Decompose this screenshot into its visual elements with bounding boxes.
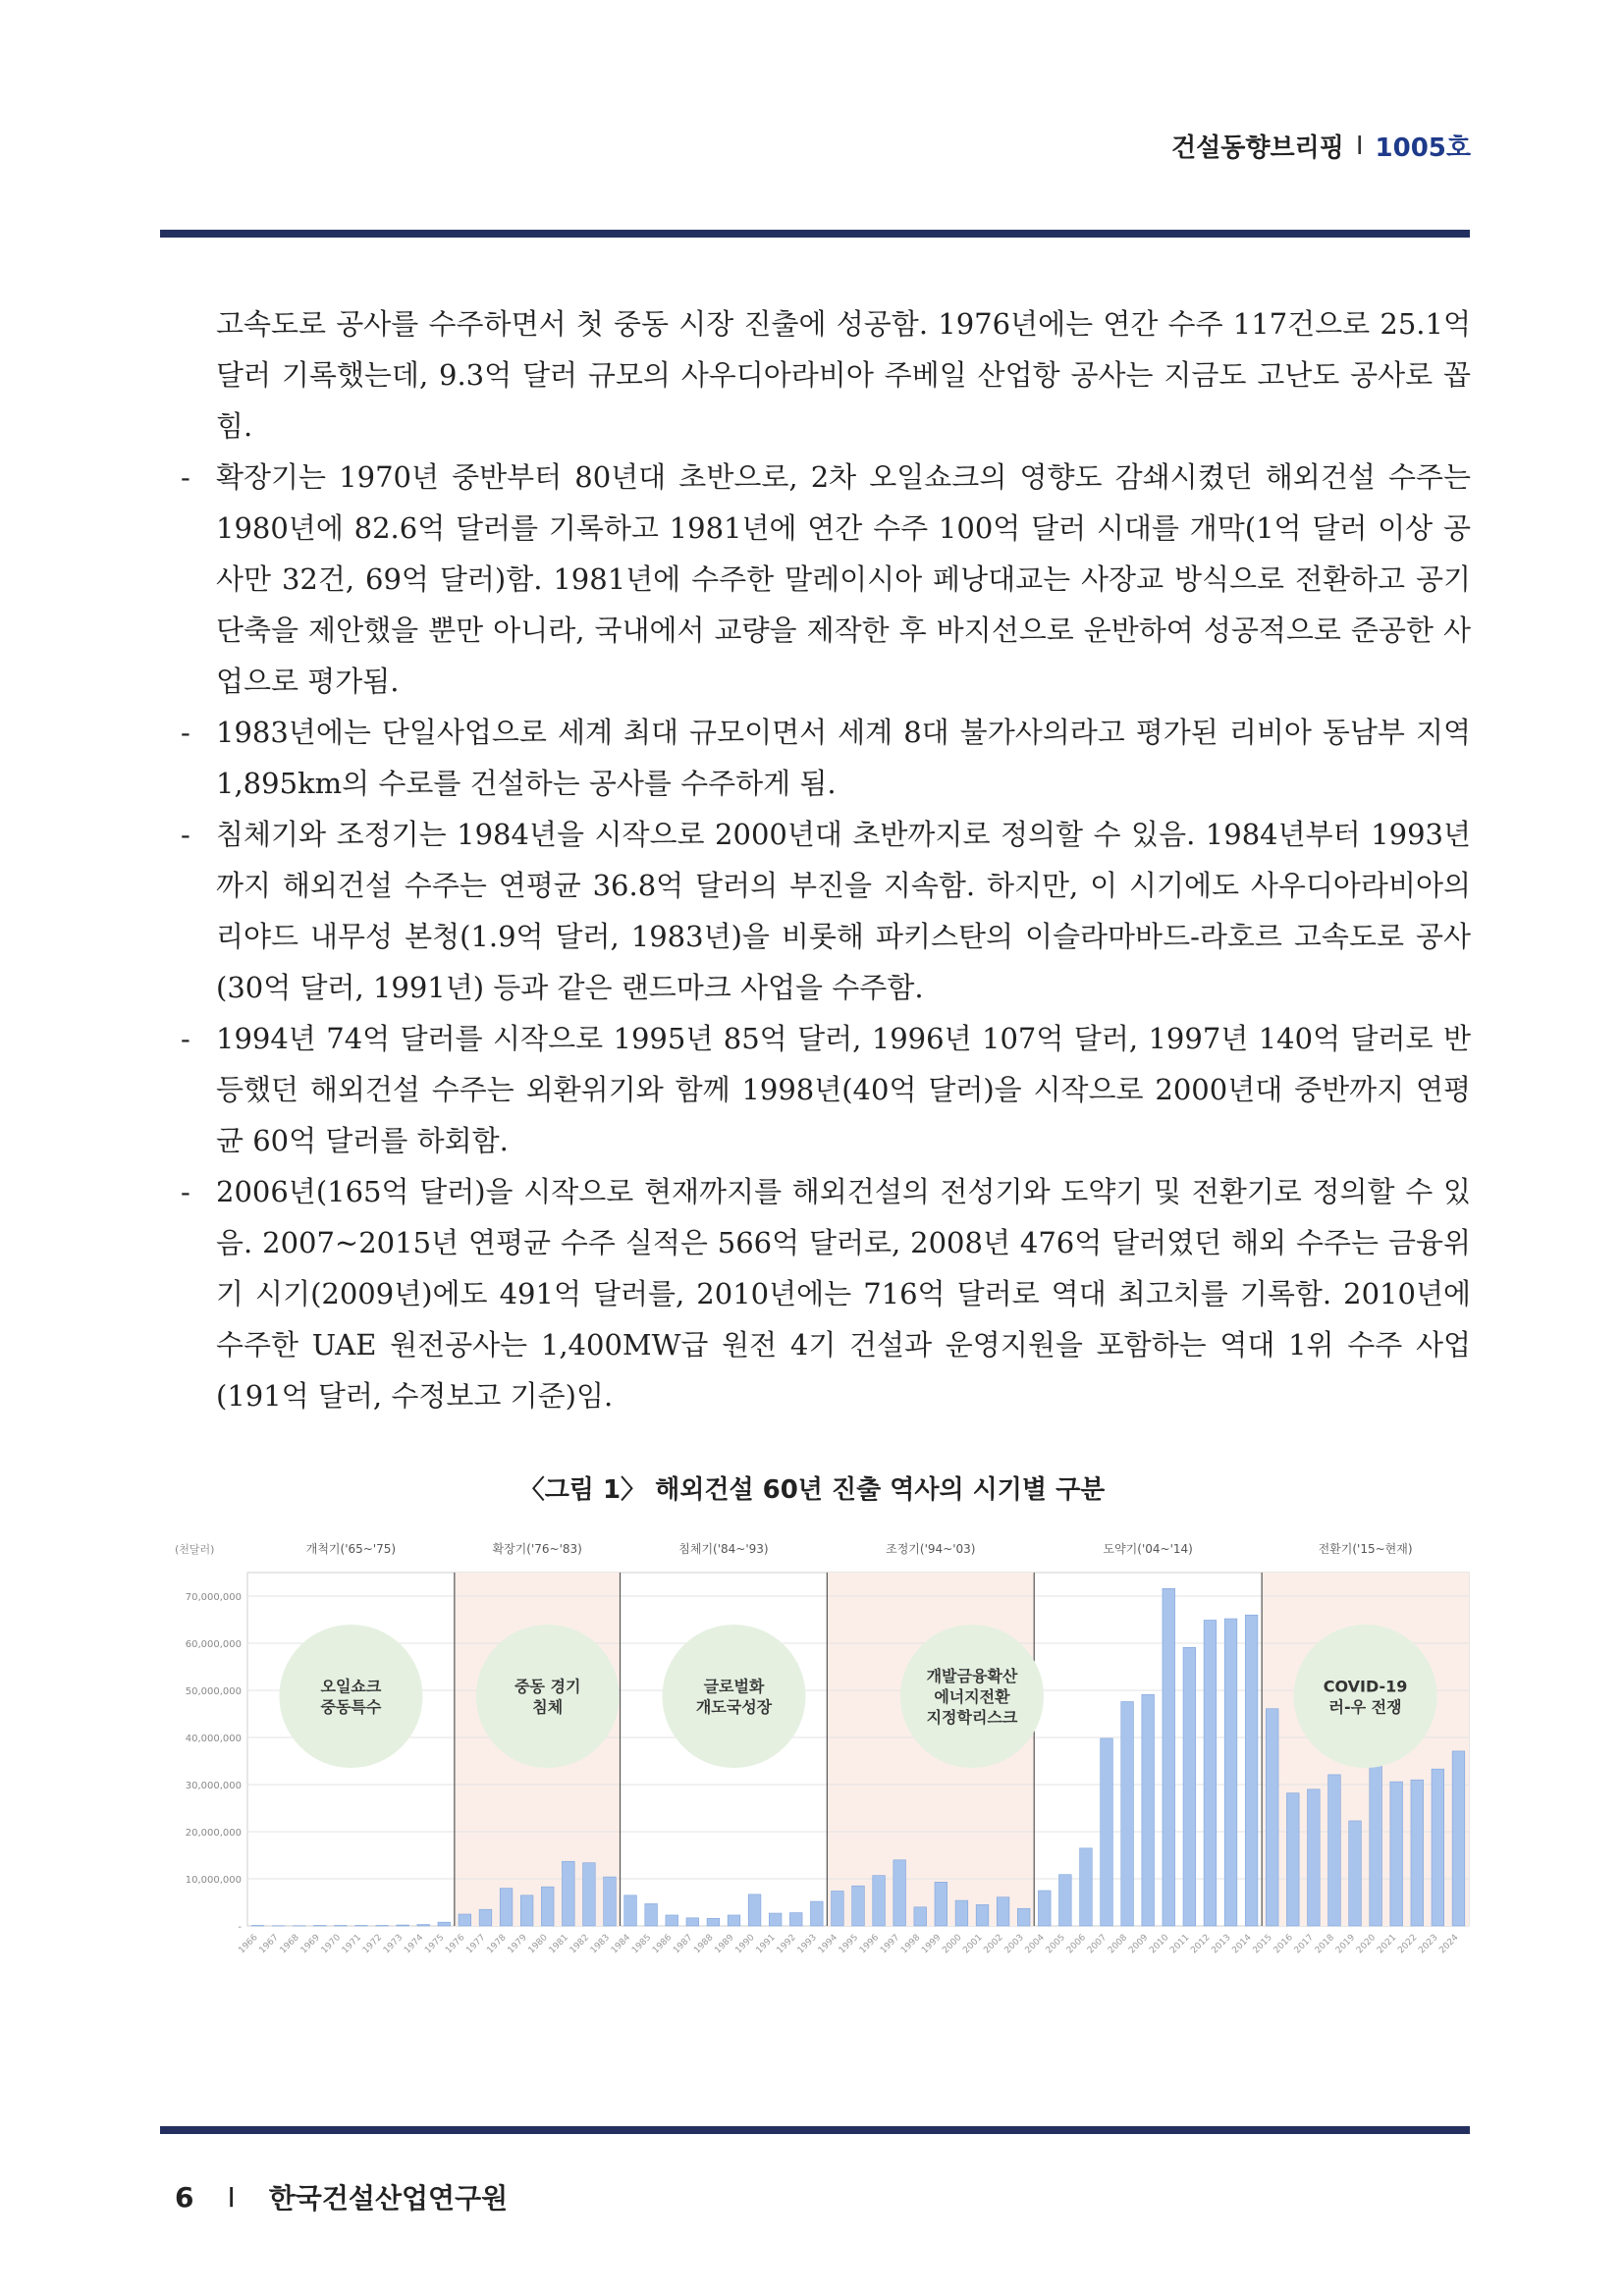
bar bbox=[789, 1913, 802, 1926]
bar bbox=[832, 1891, 844, 1926]
body-text bbox=[175, 298, 1471, 1421]
x-tick-label: 2008 bbox=[1106, 1933, 1130, 1956]
x-tick-label: 1988 bbox=[692, 1933, 716, 1956]
x-tick-label: 2004 bbox=[1023, 1933, 1047, 1956]
bar bbox=[1411, 1780, 1424, 1926]
bubble-label: 오일쇼크 중동특수 bbox=[320, 1677, 382, 1717]
x-tick-label: 1990 bbox=[733, 1933, 757, 1956]
period-label: 전환기('15~현재) bbox=[1318, 1542, 1413, 1556]
x-tick-label: 1966 bbox=[237, 1933, 260, 1956]
bar bbox=[645, 1903, 658, 1926]
issue-number: 1005호 bbox=[1375, 133, 1471, 163]
bar bbox=[811, 1901, 824, 1926]
x-tick-label: 1980 bbox=[526, 1933, 550, 1956]
bar bbox=[1038, 1891, 1051, 1926]
x-tick-label: 1993 bbox=[795, 1933, 819, 1956]
x-tick-label: 1981 bbox=[547, 1933, 570, 1956]
bubble-label: 글로벌화 개도국성장 bbox=[695, 1677, 773, 1717]
x-tick-label: 2016 bbox=[1272, 1933, 1295, 1956]
footer-rule bbox=[160, 2126, 1470, 2134]
x-tick-label: 2010 bbox=[1148, 1933, 1171, 1956]
x-tick-label: 2014 bbox=[1230, 1933, 1254, 1956]
x-tick-label: 1977 bbox=[464, 1933, 488, 1956]
x-tick-label: 1992 bbox=[775, 1933, 798, 1956]
bar bbox=[707, 1918, 720, 1926]
x-tick-label: 2022 bbox=[1396, 1933, 1420, 1956]
bar bbox=[1204, 1620, 1217, 1926]
period-label: 조정기('94~'03) bbox=[886, 1542, 976, 1556]
organization-name: 한국건설산업연구원 bbox=[268, 2182, 509, 2215]
y-tick-label: 10,000,000 bbox=[185, 1875, 242, 1886]
x-tick-label: 1987 bbox=[672, 1933, 695, 1956]
x-tick-label: 1995 bbox=[837, 1933, 861, 1956]
bar bbox=[1328, 1775, 1341, 1926]
x-tick-label: 2019 bbox=[1333, 1933, 1358, 1956]
x-tick-label: 2013 bbox=[1210, 1933, 1233, 1956]
bar bbox=[666, 1915, 678, 1926]
period-bubble bbox=[279, 1625, 422, 1768]
x-tick-label: 1969 bbox=[298, 1933, 322, 1956]
x-tick-label: 2018 bbox=[1313, 1933, 1337, 1956]
x-tick-label: 1978 bbox=[485, 1933, 509, 1956]
x-tick-label: 2006 bbox=[1064, 1933, 1089, 1956]
period-label: 확장기('76~'83) bbox=[492, 1542, 582, 1556]
x-tick-label: 1976 bbox=[444, 1933, 467, 1956]
figure-title: 〈그림 1〉 해외건설 60년 진출 역사의 시기별 구분 bbox=[518, 1475, 1106, 1505]
x-tick-label: 1974 bbox=[403, 1933, 426, 1956]
bar bbox=[728, 1915, 740, 1926]
x-tick-label: 2017 bbox=[1292, 1933, 1316, 1956]
x-tick-label: 2024 bbox=[1437, 1933, 1461, 1956]
x-tick-label: 1968 bbox=[278, 1933, 301, 1956]
bullet-paragraph: - 2006년(165억 달러)을 시작으로 현재까지를 해외건설의 전성기와 도약기 및 전환기로 정의할 수 있음. 2007~2015년 연평균 수주 실적은 566억 달러로, 2008년 476억 달러였던 해외 수주는 금융위기 시기(2009년)에도 491억 달러를, 2010년에는 716억 달러로 역대 최고치를 기록함. 2010년에 수주한 UAE 원전공사는 1,400MW급 원전 4기 건설과 운영지원을 포함하는 역대 1위 수주 사업(191억 달러, 수정보고 기준)임. bbox=[175, 1166, 1471, 1421]
bar bbox=[1349, 1821, 1362, 1926]
bar bbox=[852, 1886, 865, 1926]
x-tick-label: 2002 bbox=[982, 1933, 1005, 1956]
bar bbox=[500, 1889, 513, 1926]
period-label: 개척기('65~'75) bbox=[305, 1542, 397, 1556]
bar bbox=[1142, 1694, 1155, 1926]
x-tick-label: 1985 bbox=[630, 1933, 654, 1956]
bar bbox=[1245, 1615, 1258, 1926]
bar bbox=[479, 1909, 492, 1926]
x-tick-label: 2021 bbox=[1376, 1933, 1399, 1956]
bar bbox=[1432, 1769, 1444, 1926]
x-tick-label: 1967 bbox=[257, 1933, 281, 1956]
x-tick-label: 2005 bbox=[1044, 1933, 1067, 1956]
bar bbox=[1101, 1738, 1113, 1926]
page-footer bbox=[175, 2177, 508, 2216]
x-tick-label: 1975 bbox=[423, 1933, 447, 1956]
bar bbox=[1452, 1751, 1465, 1926]
x-tick-label: 2007 bbox=[1085, 1933, 1110, 1956]
bar bbox=[873, 1876, 886, 1926]
bar bbox=[935, 1882, 947, 1926]
bar bbox=[1286, 1793, 1299, 1926]
x-tick-label: 1997 bbox=[879, 1933, 902, 1956]
header-separator: I bbox=[1355, 131, 1364, 161]
x-tick-label: 1970 bbox=[319, 1933, 344, 1956]
period-label: 도약기('04~'14) bbox=[1103, 1542, 1193, 1556]
bar bbox=[397, 1925, 409, 1926]
bar bbox=[1121, 1702, 1134, 1926]
y-tick-label: 50,000,000 bbox=[185, 1686, 242, 1697]
publication-title: 건설동향브리핑 bbox=[1171, 133, 1344, 163]
bar bbox=[562, 1861, 574, 1926]
bar bbox=[976, 1904, 989, 1926]
bullet-paragraph: - 확장기는 1970년 중반부터 80년대 초반으로, 2차 오일쇼크의 영향도 감쇄시켰던 해외건설 수주는 1980년에 82.6억 달러를 기록하고 1981년에 연간 수주 100억 달러 시대를 개막(1억 달러 이상 공사만 32건, 69억 달러)함. 1981년에 수주한 말레이시아 페낭대교는 사장교 방식으로 전환하고 공기단축을 제안했을 뿐만 아니라, 국내에서 교량을 제작한 후 바지선으로 운반하여 성공적으로 준공한 사업으로 평가됨. bbox=[175, 452, 1471, 707]
period-bubble bbox=[1294, 1625, 1437, 1768]
bar bbox=[1183, 1647, 1196, 1926]
bar bbox=[1224, 1619, 1237, 1926]
bar bbox=[520, 1896, 533, 1926]
footer-separator: I bbox=[227, 2180, 236, 2214]
y-tick-label: 60,000,000 bbox=[185, 1639, 242, 1650]
x-tick-label: 1994 bbox=[816, 1933, 840, 1956]
x-tick-label: 1986 bbox=[651, 1933, 675, 1956]
bullet-paragraph: - 침체기와 조정기는 1984년을 시작으로 2000년대 초반까지로 정의할 수 있음. 1984년부터 1993년까지 해외건설 수주는 연평균 36.8억 달러의 부진을 지속함. 하지만, 이 시기에도 사우디아라비아의 리야드 내무성 본청(1.9억 달러, 1983년)을 비롯해 파키스탄의 이슬라마바드-라호르 고속도로 공사(30억 달러, 1991년) 등과 같은 랜드마크 사업을 수주함. bbox=[175, 809, 1471, 1013]
period-label: 침체기('84~'93) bbox=[678, 1542, 769, 1556]
x-tick-label: 1983 bbox=[588, 1933, 613, 1956]
x-tick-label: 1984 bbox=[609, 1933, 633, 1956]
bar bbox=[604, 1877, 617, 1926]
bar bbox=[1266, 1709, 1278, 1926]
bar bbox=[893, 1860, 906, 1926]
bar bbox=[583, 1863, 596, 1926]
bar bbox=[914, 1907, 927, 1926]
y-tick-label: 30,000,000 bbox=[185, 1781, 242, 1791]
bar bbox=[997, 1897, 1009, 1926]
bar bbox=[955, 1900, 968, 1926]
x-tick-label: 2001 bbox=[961, 1933, 985, 1956]
bubble-label: 중동 경기 침체 bbox=[514, 1677, 581, 1717]
bar bbox=[438, 1922, 451, 1926]
period-bubble bbox=[662, 1625, 805, 1768]
bar bbox=[541, 1887, 554, 1926]
bubble-label: COVID-19 러-우 전쟁 bbox=[1323, 1677, 1408, 1717]
bar bbox=[1059, 1875, 1072, 1926]
x-tick-label: 1972 bbox=[360, 1933, 385, 1956]
page-header bbox=[1171, 128, 1471, 164]
bullet-paragraph: - 1994년 74억 달러를 시작으로 1995년 85억 달러, 1996년 107억 달러, 1997년 140억 달러로 반등했던 해외건설 수주는 외환위기와 함께 1998년(40억 달러)을 시작으로 2000년대 중반까지 연평균 60억 달러를 하회함. bbox=[175, 1013, 1471, 1166]
bar bbox=[769, 1913, 782, 1926]
x-tick-label: 1999 bbox=[920, 1933, 944, 1956]
bar bbox=[1017, 1908, 1030, 1926]
x-tick-label: 1991 bbox=[754, 1933, 778, 1956]
period-bubble bbox=[476, 1625, 620, 1768]
x-tick-label: 2023 bbox=[1417, 1933, 1440, 1956]
bar bbox=[1370, 1761, 1382, 1926]
unit-label: (천달러) bbox=[175, 1543, 215, 1556]
bubble-label: 개발금융확산 에너지전환 지정학리스크 bbox=[926, 1667, 1018, 1727]
bar bbox=[624, 1896, 637, 1926]
bar bbox=[1390, 1782, 1403, 1926]
x-tick-label: 1998 bbox=[899, 1933, 923, 1956]
x-tick-label: 2020 bbox=[1354, 1933, 1379, 1956]
bar bbox=[1163, 1588, 1175, 1926]
bar bbox=[417, 1925, 430, 1926]
bar bbox=[1308, 1789, 1321, 1926]
x-tick-label: 1982 bbox=[568, 1933, 592, 1956]
paragraph: 고속도로 공사를 수주하면서 첫 중동 시장 진출에 성공함. 1976년에는 연간 수주 117건으로 25.1억 달러 기록했는데, 9.3억 달러 규모의 사우디아라비아 주베일 산업항 공사는 지금도 고난도 공사로 꼽힘. bbox=[216, 307, 1471, 443]
x-tick-label: 2009 bbox=[1127, 1933, 1151, 1956]
bar bbox=[1080, 1848, 1093, 1926]
y-tick-label: - bbox=[238, 1922, 242, 1933]
x-tick-label: 2012 bbox=[1189, 1933, 1213, 1956]
chart-svg bbox=[173, 1531, 1479, 1973]
page-number: 6 bbox=[175, 2180, 194, 2214]
x-tick-label: 1989 bbox=[713, 1933, 736, 1956]
bar bbox=[748, 1895, 761, 1926]
x-tick-label: 2000 bbox=[941, 1933, 964, 1956]
y-tick-label: 20,000,000 bbox=[185, 1828, 242, 1839]
x-tick-label: 1971 bbox=[340, 1933, 364, 1956]
header-rule bbox=[160, 230, 1470, 238]
bar bbox=[459, 1914, 471, 1926]
x-tick-label: 2015 bbox=[1251, 1933, 1274, 1956]
y-tick-label: 40,000,000 bbox=[185, 1734, 242, 1744]
y-tick-label: 70,000,000 bbox=[185, 1592, 242, 1603]
bullet-paragraph: - 1983년에는 단일사업으로 세계 최대 규모이면서 세계 8대 불가사의라고 평가된 리비아 동남부 지역 1,895km의 수로를 건설하는 공사를 수주하게 됨. bbox=[175, 707, 1471, 809]
overseas-construction-chart bbox=[173, 1531, 1479, 1973]
x-tick-label: 1973 bbox=[381, 1933, 406, 1956]
x-tick-label: 1996 bbox=[857, 1933, 882, 1956]
x-tick-label: 2003 bbox=[1002, 1933, 1026, 1956]
x-tick-label: 1979 bbox=[506, 1933, 529, 1956]
x-tick-label: 2011 bbox=[1168, 1933, 1192, 1956]
bar bbox=[686, 1918, 699, 1926]
